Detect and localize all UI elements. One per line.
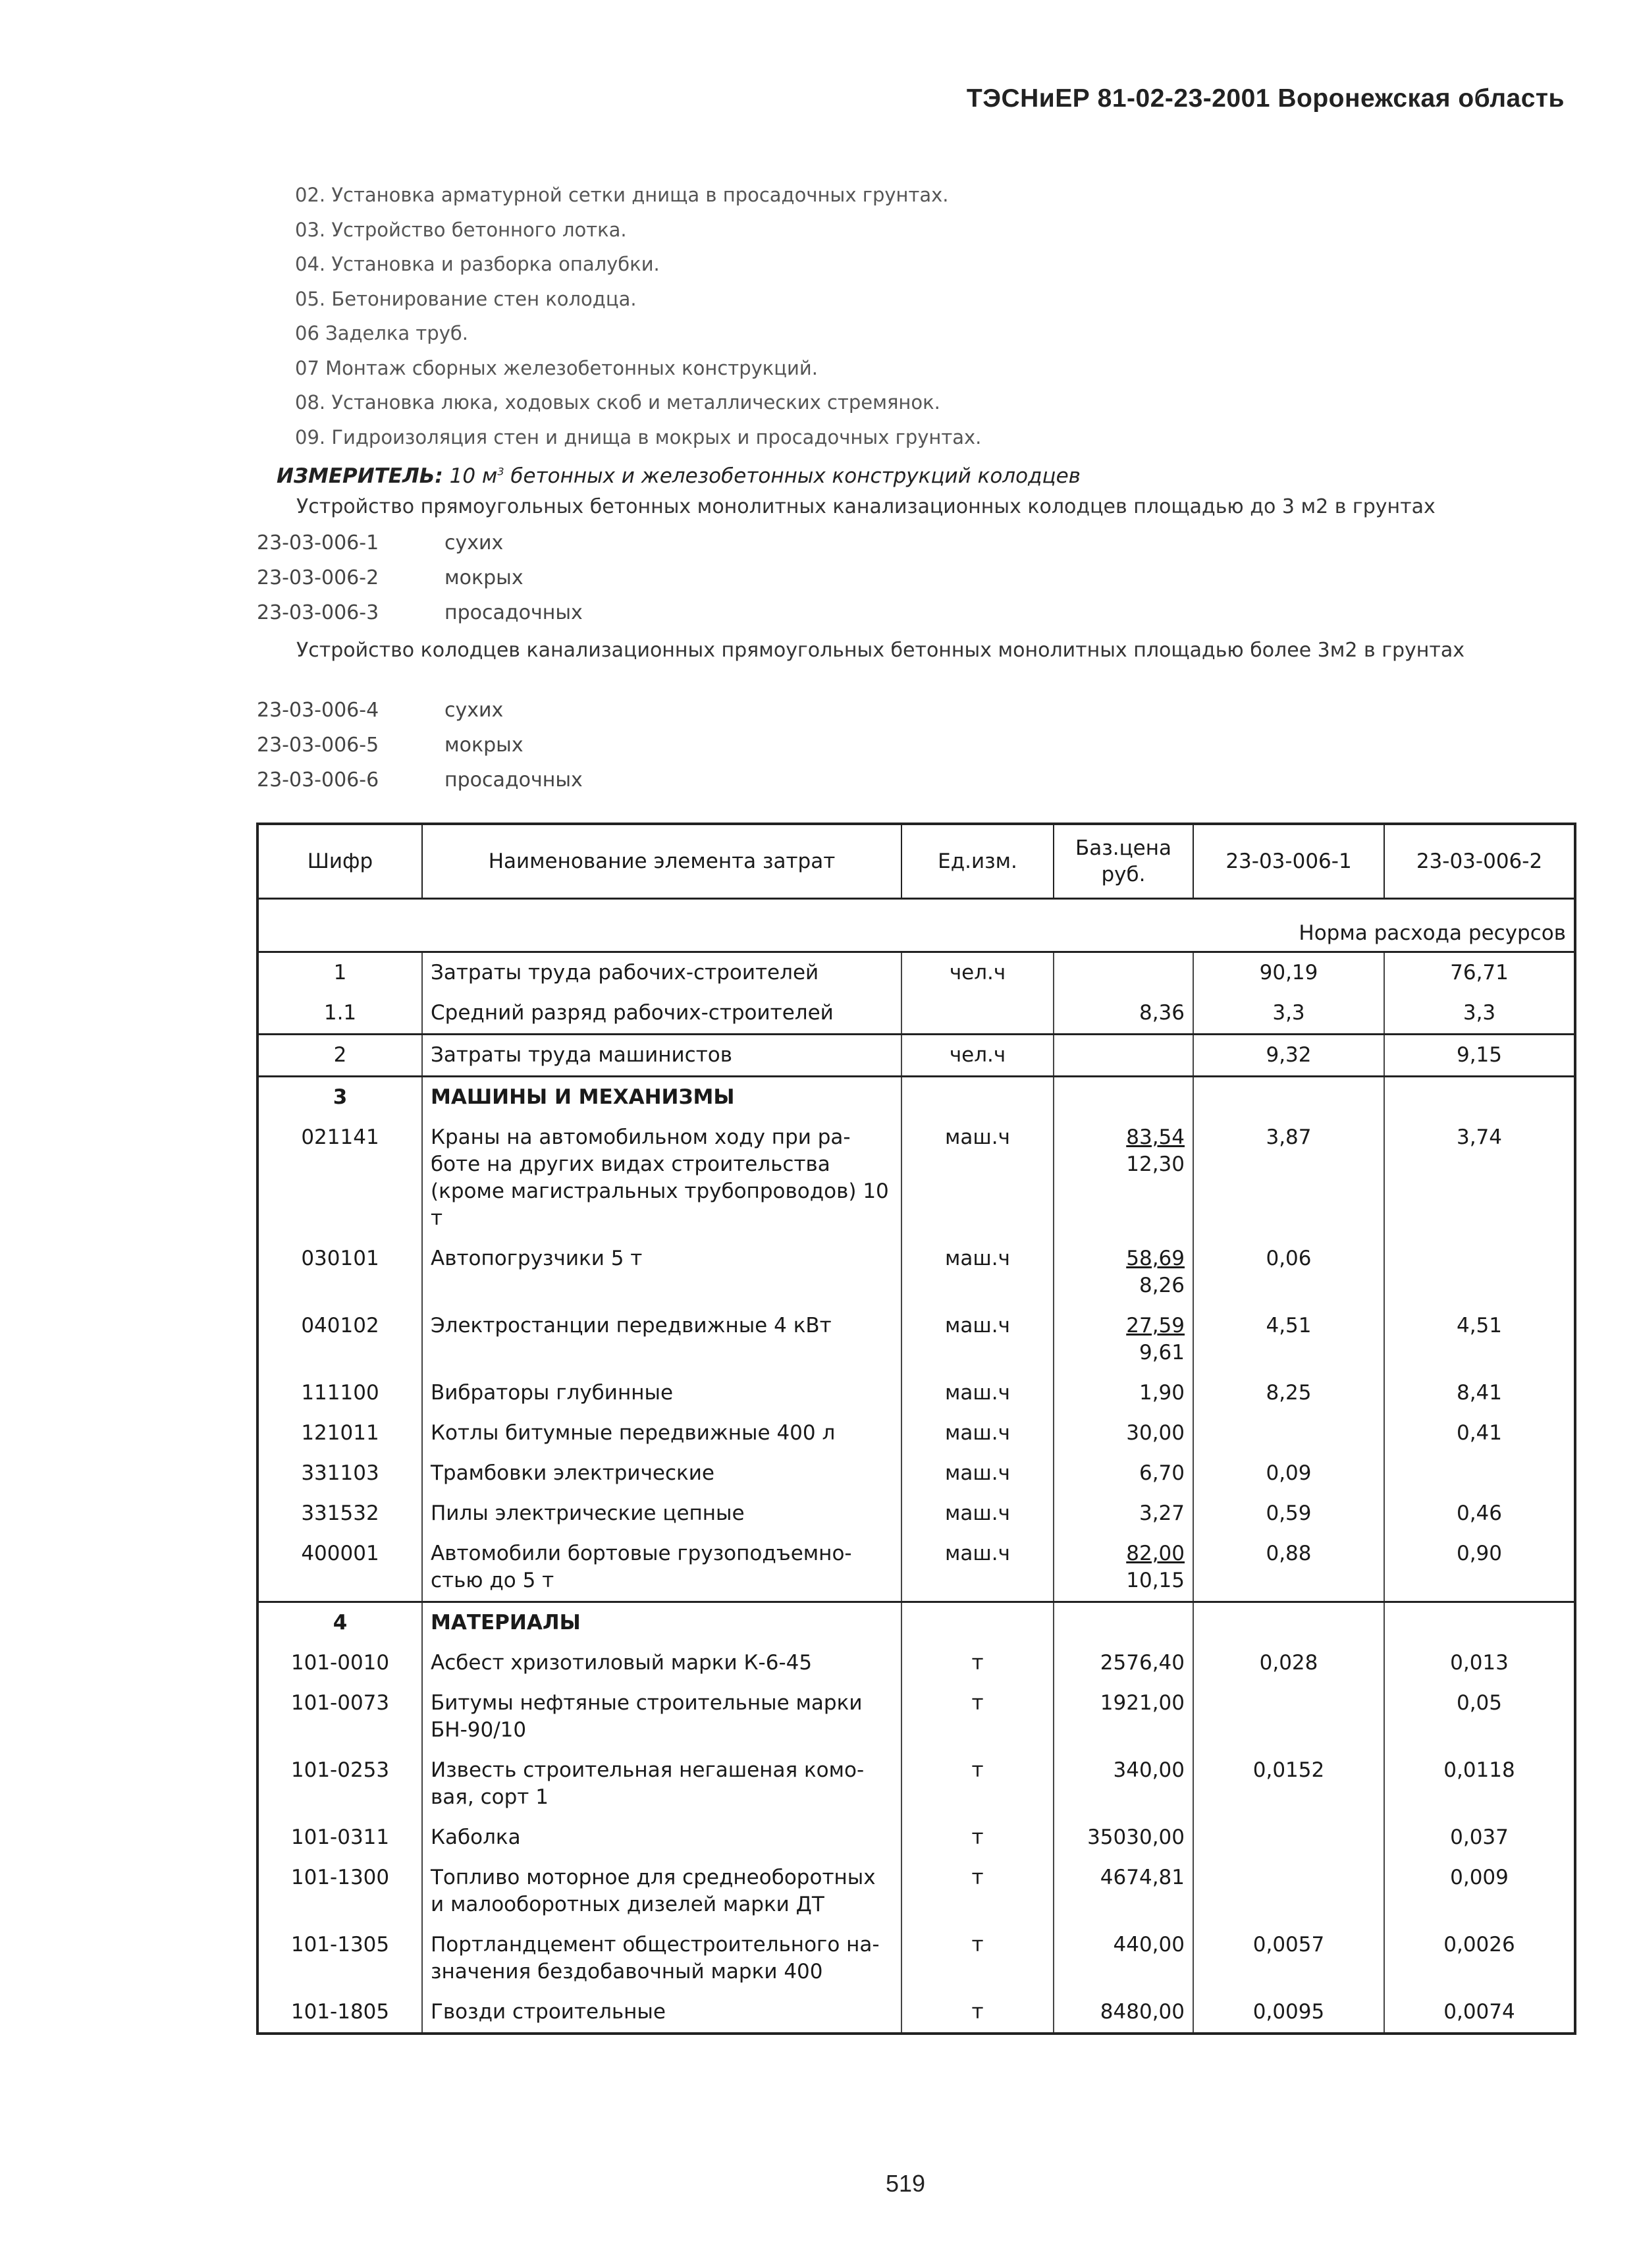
table-row	[257, 1077, 1575, 1118]
table-row	[257, 1118, 1575, 1239]
table-row	[257, 1306, 1575, 1373]
row-value-col1: 4,51	[1193, 1306, 1384, 1373]
price-value: 8480,00	[1100, 2000, 1185, 2024]
header-code: Шифр	[257, 824, 422, 899]
row-value-col2: 0,46	[1456, 1501, 1503, 1525]
operation-item: 08. Установка люка, ходовых скоб и металлических стремянок.	[295, 391, 940, 414]
operation-item: 04. Установка и разборка опалубки.	[295, 253, 660, 275]
operation-item: 09. Гидроизоляция стен и днища в мокрых и просадочных грунтах.	[295, 425, 982, 448]
price-value: 3,27	[1139, 1501, 1185, 1525]
resource-norms-table	[256, 823, 1576, 2035]
code-name: мокрых	[444, 566, 524, 589]
row-unit: чел.ч	[901, 1035, 1054, 1077]
meter-label: ИЗМЕРИТЕЛЬ:	[277, 464, 443, 488]
price-value: 83,54	[1126, 1125, 1185, 1149]
row-unit: маш.ч	[901, 1373, 1054, 1413]
row-code: 101-0253	[257, 1750, 422, 1818]
row-code: 101-1305	[257, 1925, 422, 1992]
row-price	[1054, 1643, 1193, 1683]
row-code: 400001	[257, 1534, 422, 1602]
row-price	[1054, 1118, 1193, 1239]
row-price	[1054, 1992, 1193, 2034]
row-name: МАШИНЫ И МЕХАНИЗМЫ	[422, 1077, 901, 1118]
group-1-title: Устройство прямоугольных бетонных монолитных канализационных колодцев площадью до 3 м2 в грунтах	[296, 495, 1436, 518]
row-price	[1054, 1534, 1193, 1602]
row-code: 111100	[257, 1373, 422, 1413]
row-code: 2	[257, 1035, 422, 1077]
row-value-col2: 0,0026	[1443, 1933, 1515, 1957]
row-name: Битумы нефтяные строительные марки БН-90/10	[422, 1683, 901, 1750]
row-name: Краны на автомобильном ходу при ра-боте на других видах строительства (кроме магистральных трубопроводов) 10 т	[422, 1118, 901, 1239]
code: 23-03-006-5	[257, 734, 379, 757]
header-name: Наименование элемента затрат	[422, 824, 901, 899]
row-unit: т	[901, 1818, 1054, 1858]
code-name: сухих	[444, 699, 504, 722]
row-value-col2: 0,41	[1456, 1421, 1503, 1445]
price-machinist-wage: 10,15	[1126, 1569, 1185, 1592]
header-unit: Ед.изм.	[901, 824, 1054, 899]
price-value: 82,00	[1126, 1542, 1185, 1565]
code-row	[257, 693, 583, 728]
header-price-line1: Баз.цена	[1075, 836, 1172, 860]
row-code: 4	[257, 1602, 422, 1644]
row-unit: маш.ч	[901, 1534, 1054, 1602]
row-code: 021141	[257, 1118, 422, 1239]
row-unit: т	[901, 1992, 1054, 2034]
row-value-col1: 3,87	[1193, 1118, 1384, 1239]
row-value-col2	[1384, 1239, 1575, 1306]
row-code: 121011	[257, 1413, 422, 1453]
row-price	[1054, 1602, 1193, 1644]
row-value-col2: 0,0074	[1443, 2000, 1515, 2024]
operation-item: 03. Устройство бетонного лотка.	[295, 218, 627, 241]
row-code: 101-0311	[257, 1818, 422, 1858]
row-value-col1: 0,88	[1193, 1534, 1384, 1602]
code-row	[257, 560, 583, 595]
row-code: 1	[257, 952, 422, 994]
row-value-col1: 0,028	[1193, 1643, 1384, 1683]
row-price	[1054, 1925, 1193, 1992]
row-name: Автомобили бортовые грузоподъемно-стью до 5 т	[422, 1534, 901, 1602]
row-value-col1	[1193, 1077, 1384, 1118]
row-price	[1054, 1750, 1193, 1818]
row-code: 040102	[257, 1306, 422, 1373]
row-unit: маш.ч	[901, 1239, 1054, 1306]
price-value: 440,00	[1113, 1933, 1185, 1957]
code-row	[257, 763, 583, 797]
code-name: просадочных	[444, 601, 583, 624]
row-unit: т	[901, 1750, 1054, 1818]
row-value-col2: 76,71	[1450, 961, 1509, 985]
row-code: 3	[257, 1077, 422, 1118]
header-price-line2: руб.	[1101, 863, 1146, 886]
row-name: Топливо моторное для среднеоборотных и малооборотных дизелей марки ДТ	[422, 1858, 901, 1925]
row-value-col2: 0,05	[1456, 1691, 1503, 1715]
row-price	[1054, 1413, 1193, 1453]
row-name: Портландцемент общестроительного на-значения бездобавочный марки 400	[422, 1925, 901, 1992]
row-unit	[901, 1602, 1054, 1644]
document-header: ТЭСНиЕР 81-02-23-2001 Воронежская область	[966, 84, 1565, 113]
row-unit: маш.ч	[901, 1118, 1054, 1239]
row-unit: т	[901, 1683, 1054, 1750]
table-row	[257, 1494, 1575, 1534]
row-price	[1054, 1858, 1193, 1925]
row-code: 101-0010	[257, 1643, 422, 1683]
table-row	[257, 1992, 1575, 2034]
row-price	[1054, 1035, 1193, 1077]
row-name: Пилы электрические цепные	[422, 1494, 901, 1534]
code: 23-03-006-1	[257, 531, 379, 554]
row-unit: маш.ч	[901, 1413, 1054, 1453]
row-value-col1: 0,59	[1193, 1494, 1384, 1534]
code: 23-03-006-3	[257, 601, 379, 624]
row-price	[1054, 1306, 1193, 1373]
row-value-col2	[1384, 1453, 1575, 1494]
meter-description: бетонных и железобетонных конструкций колодцев	[504, 464, 1081, 488]
operations-list	[295, 178, 981, 454]
price-machinist-wage: 8,26	[1139, 1274, 1185, 1297]
row-unit: маш.ч	[901, 1494, 1054, 1534]
row-name: Гвозди строительные	[422, 1992, 901, 2034]
row-value-col2: 4,51	[1456, 1314, 1503, 1337]
row-value-col1: 90,19	[1193, 952, 1384, 994]
code-row	[257, 595, 583, 630]
row-value-col2: 3,74	[1456, 1125, 1503, 1149]
row-code: 101-0073	[257, 1683, 422, 1750]
row-value-col2: 3,3	[1463, 1001, 1496, 1025]
row-name: Котлы битумные передвижные 400 л	[422, 1413, 901, 1453]
row-value-col2: 9,15	[1384, 1035, 1575, 1077]
header-col1: 23-03-006-1	[1193, 824, 1384, 899]
table-row	[257, 1750, 1575, 1818]
operation-item: 07 Монтаж сборных железобетонных конструкций.	[295, 356, 818, 379]
row-name: Затраты труда машинистов	[422, 1035, 901, 1077]
table-row	[257, 1453, 1575, 1494]
row-value-col2: 0,009	[1450, 1866, 1509, 1889]
table-row	[257, 1534, 1575, 1602]
row-name: Затраты труда рабочих-строителей	[422, 952, 901, 994]
price-machinist-wage: 12,30	[1126, 1152, 1185, 1176]
row-unit	[901, 993, 1054, 1035]
table-row	[257, 993, 1575, 1035]
group-2-codes	[257, 693, 583, 797]
row-value-col2: 0,90	[1456, 1542, 1503, 1565]
price-value: 30,00	[1126, 1421, 1185, 1445]
row-name: Асбест хризотиловый марки К-6-45	[422, 1643, 901, 1683]
row-value-col1: 0,0095	[1193, 1992, 1384, 2034]
code-name: просадочных	[444, 769, 583, 792]
row-value-col1	[1193, 1683, 1384, 1750]
table-row	[257, 1239, 1575, 1306]
page-number: 519	[886, 2170, 926, 2197]
row-value-col1: 0,06	[1193, 1239, 1384, 1306]
row-unit: чел.ч	[901, 952, 1054, 994]
table-row	[257, 1925, 1575, 1992]
table-row	[257, 1602, 1575, 1644]
meter-line	[277, 464, 1081, 488]
row-code: 030101	[257, 1239, 422, 1306]
operation-item: 06 Заделка труб.	[295, 322, 468, 344]
row-value-col1: 0,0057	[1193, 1925, 1384, 1992]
table-row	[257, 952, 1575, 994]
row-name: Электростанции передвижные 4 кВт	[422, 1306, 901, 1373]
row-value-col1	[1193, 1413, 1384, 1453]
row-name: Вибраторы глубинные	[422, 1373, 901, 1413]
meter-value: 10 м	[449, 464, 498, 488]
code-name: сухих	[444, 531, 504, 554]
norm-label: Норма расхода ресурсов	[257, 899, 1575, 952]
row-price	[1054, 1453, 1193, 1494]
row-value-col2	[1384, 1077, 1575, 1118]
price-value: 2576,40	[1100, 1651, 1185, 1675]
row-name: Известь строительная негашеная комо-вая, сорт 1	[422, 1750, 901, 1818]
row-value-col2: 8,41	[1456, 1381, 1503, 1405]
row-value-col1: 9,32	[1193, 1035, 1384, 1077]
table-row	[257, 1858, 1575, 1925]
row-unit: т	[901, 1858, 1054, 1925]
row-code: 1.1	[257, 993, 422, 1035]
meter-superscript: 3	[497, 465, 504, 478]
row-unit	[901, 1077, 1054, 1118]
row-value-col1: 0,09	[1193, 1453, 1384, 1494]
code-row	[257, 728, 583, 763]
price-value: 1,90	[1139, 1381, 1185, 1405]
row-name: Каболка	[422, 1818, 901, 1858]
operation-item: 02. Установка арматурной сетки днища в просадочных грунтах.	[295, 184, 949, 206]
row-price	[1054, 1494, 1193, 1534]
table-row	[257, 1413, 1575, 1453]
row-value-col1: 3,3	[1193, 993, 1384, 1035]
row-price	[1054, 1818, 1193, 1858]
row-unit: т	[901, 1925, 1054, 1992]
row-name: Трамбовки электрические	[422, 1453, 901, 1494]
price-value: 340,00	[1113, 1758, 1185, 1782]
row-name: Средний разряд рабочих-строителей	[422, 993, 901, 1035]
row-value-col1	[1193, 1858, 1384, 1925]
price-value: 58,69	[1126, 1247, 1185, 1270]
row-unit: маш.ч	[901, 1453, 1054, 1494]
row-value-col1: 0,0152	[1193, 1750, 1384, 1818]
row-code: 331103	[257, 1453, 422, 1494]
row-value-col2: 0,0118	[1443, 1758, 1515, 1782]
code-row	[257, 526, 583, 560]
row-price	[1054, 1077, 1193, 1118]
row-value-col1	[1193, 1602, 1384, 1644]
row-code: 101-1805	[257, 1992, 422, 2034]
row-name: Автопогрузчики 5 т	[422, 1239, 901, 1306]
row-value-col2: 0,013	[1450, 1651, 1509, 1675]
row-value-col1: 8,25	[1193, 1373, 1384, 1413]
row-price	[1054, 952, 1193, 994]
code-name: мокрых	[444, 734, 524, 757]
row-name: МАТЕРИАЛЫ	[422, 1602, 901, 1644]
row-unit: маш.ч	[901, 1306, 1054, 1373]
price-value: 27,59	[1126, 1314, 1185, 1337]
row-price	[1054, 1373, 1193, 1413]
group-2-title: Устройство колодцев канализационных прямоугольных бетонных монолитных площадью более 3м2 в грунтах	[296, 639, 1465, 662]
row-price	[1054, 1239, 1193, 1306]
row-code: 331532	[257, 1494, 422, 1534]
row-value-col1	[1193, 1818, 1384, 1858]
table-row	[257, 1643, 1575, 1683]
table-row	[257, 1818, 1575, 1858]
header-col2: 23-03-006-2	[1416, 850, 1543, 873]
price-value: 35030,00	[1087, 1825, 1185, 1849]
row-price	[1054, 993, 1193, 1035]
price-value: 4674,81	[1100, 1866, 1185, 1889]
code: 23-03-006-6	[257, 769, 379, 792]
row-code: 101-1300	[257, 1858, 422, 1925]
header-price	[1054, 824, 1193, 899]
price-value: 1921,00	[1100, 1691, 1185, 1715]
table-row	[257, 1373, 1575, 1413]
price-value: 6,70	[1139, 1461, 1185, 1485]
code: 23-03-006-4	[257, 699, 379, 722]
operation-item: 05. Бетонирование стен колодца.	[295, 287, 637, 310]
row-unit: т	[901, 1643, 1054, 1683]
group-1-codes	[257, 526, 583, 630]
price-machinist-wage: 9,61	[1139, 1341, 1185, 1364]
price-value: 8,36	[1139, 1001, 1185, 1025]
code: 23-03-006-2	[257, 566, 379, 589]
row-value-col2	[1384, 1602, 1575, 1644]
norm-label-row	[257, 899, 1575, 952]
row-value-col2: 0,037	[1450, 1825, 1509, 1849]
table-header-row	[257, 824, 1575, 899]
table-row	[257, 1035, 1575, 1077]
row-price	[1054, 1683, 1193, 1750]
table-row	[257, 1683, 1575, 1750]
